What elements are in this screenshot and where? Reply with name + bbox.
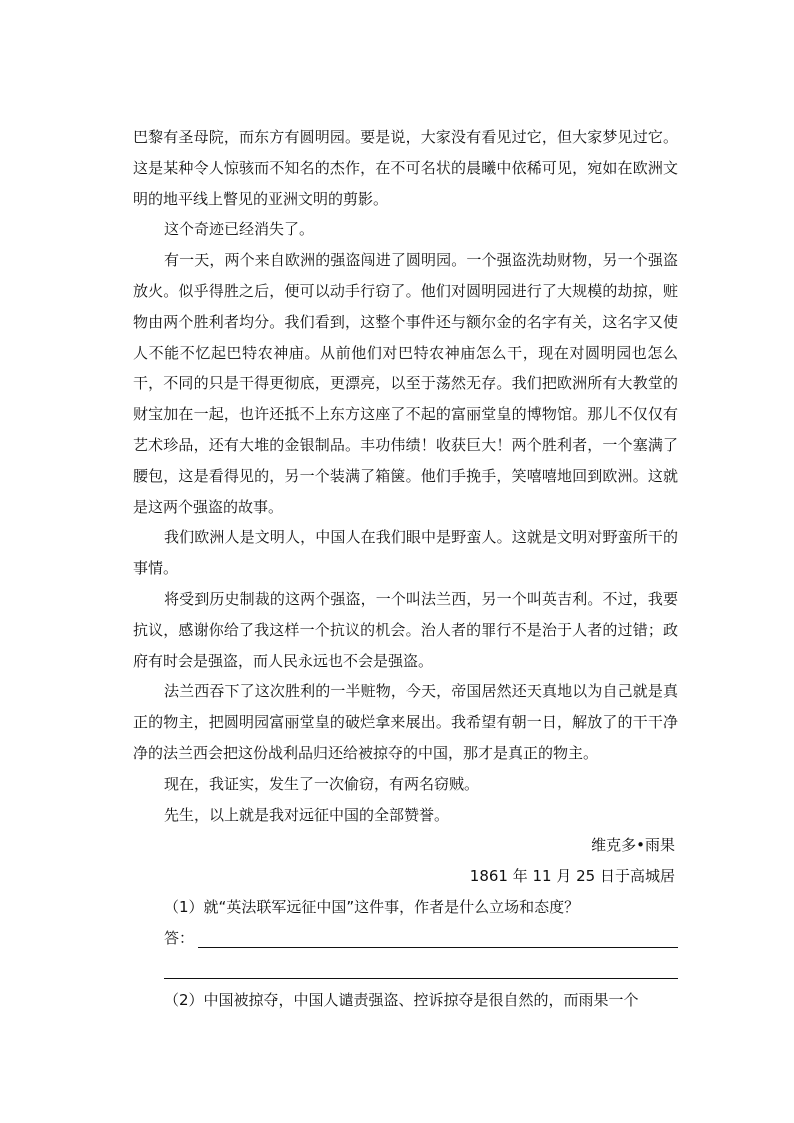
paragraph-7: 现在，我证实，发生了一次偷窃，有两名窃贼。 <box>164 774 480 793</box>
answer-line-2[interactable] <box>164 978 678 979</box>
answer-label: 答： <box>164 928 195 947</box>
answer-line-1[interactable] <box>198 947 678 948</box>
paragraph-3: 有一天，两个来自欧洲的强盗闯进了圆明园。一个强盗洗劫财物，另一个强盗放火。似乎得胜之后，便可以动手行窃了。他们对圆明园进行了大规模的劫掠，赃物由两个胜利者均分。我们看到，这整个事件还与额尔金的名字有关，这名字又使人不能不忆起巴特农神庙。从前他们对巴特农神庙怎么干，现在对圆明园也怎么干，不同的只是干得更彻底，更漂亮，以至于荡然无存。我们把欧洲所有大教堂的财宝加在一起，也许还抵不上东方这座了不起的富丽堂皇的博物馆。那儿不仅仅有艺术珍品，还有大堆的金银制品。丰功伟绩！收获巨大！两个胜利者，一个塞满了腰包，这是看得见的，另一个装满了箱箧。他们手挽手，笑嘻嘻地回到欧洲。这就是这两个强盗的故事。 <box>133 251 678 516</box>
paragraph-4: 我们欧洲人是文明人，中国人在我们眼中是野蛮人。这就是文明对野蛮所干的事情。 <box>133 528 678 578</box>
paragraph-8: 先生，以上就是我对远征中国的全部赞誉。 <box>164 805 450 824</box>
paragraph-2: 这个奇迹已经消失了。 <box>164 220 315 239</box>
answer-row-2 <box>133 954 678 985</box>
signature-date: 1861 年 11 月 25 日于高城居 <box>469 867 675 886</box>
paragraph-6: 法兰西吞下了这次胜利的一半赃物，今天，帝国居然还天真地以为自己就是真正的物主，把圆明园富丽堂皇的破烂拿来展出。我希望有朝一日，解放了的干干净净的法兰西会把这份战利品归还给被掠夺的中国，那才是真正的物主。 <box>133 682 678 762</box>
document-body <box>133 122 678 1016</box>
paragraph-1: 巴黎有圣母院，而东方有圆明园。要是说，大家没有看见过它，但大家梦见过它。这是某种令人惊骇而不知名的杰作，在不可名状的晨曦中依稀可见，宛如在欧洲文明的地平线上瞥见的亚洲文明的剪影。 <box>133 128 678 208</box>
signature-author: 维克多•雨果 <box>591 836 675 855</box>
question-2: （2）中国被掠夺，中国人谴责强盗、控诉掠夺是很自然的，而雨果一个 <box>164 990 639 1009</box>
answer-row <box>133 923 678 954</box>
paragraph-5: 将受到历史制裁的这两个强盗，一个叫法兰西，另一个叫英吉利。不过，我要抗议，感谢你给了我这样一个抗议的机会。治人者的罪行不是治于人者的过错；政府有时会是强盗，而人民永远也不会是强盗。 <box>133 589 678 670</box>
question-1: （1）就“英法联军远征中国”这件事，作者是什么立场和态度？ <box>164 897 580 916</box>
